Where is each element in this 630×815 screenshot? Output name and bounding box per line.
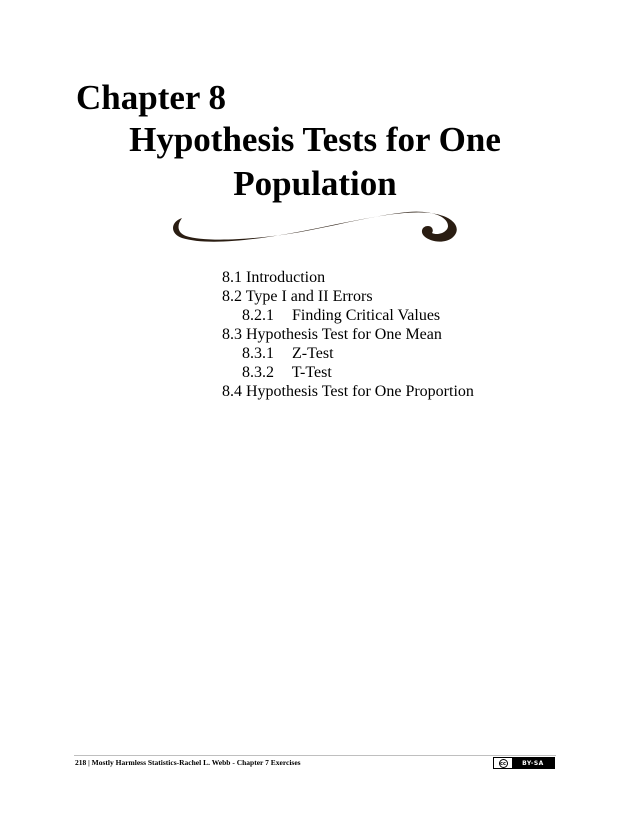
footer-divider: [74, 755, 556, 756]
toc-item-label: Hypothesis Test for One Mean: [246, 326, 442, 343]
license-badge: [493, 757, 555, 769]
toc-item-number: 8.3.2: [242, 364, 274, 381]
toc-subitem: [222, 363, 474, 382]
toc-subitem: [222, 306, 474, 325]
toc-item-number: 8.4: [222, 383, 242, 400]
toc-item-label: Finding Critical Values: [292, 307, 441, 324]
decorative-swash-icon: [168, 200, 464, 250]
toc-item-label: Hypothesis Test for One Proportion: [246, 383, 474, 400]
page-footer: 218 | Mostly Harmless Statistics-Rachel L. Webb - Chapter 7 Exercises: [75, 758, 301, 767]
toc-item: [222, 325, 474, 344]
toc-item-number: 8.2: [222, 288, 242, 305]
toc-item-label: Introduction: [246, 269, 326, 286]
creative-commons-icon: [494, 758, 512, 768]
toc-item-label: T-Test: [291, 364, 332, 381]
table-of-contents: [222, 268, 474, 401]
toc-item: [222, 287, 474, 306]
chapter-label: Chapter 8: [76, 78, 227, 117]
toc-item-number: 8.1: [222, 269, 242, 286]
toc-item-number: 8.2.1: [242, 307, 274, 324]
toc-item-number: 8.3: [222, 326, 242, 343]
toc-item-label: Z-Test: [292, 345, 334, 362]
toc-subitem: [222, 344, 474, 363]
license-badge-text: BY-SA: [522, 759, 544, 767]
toc-item: [222, 382, 474, 401]
cc-symbol: cc: [500, 760, 506, 767]
toc-item: [222, 268, 474, 287]
toc-item-number: 8.3.1: [242, 345, 274, 362]
chapter-title-line-1: Hypothesis Tests for One: [129, 120, 501, 159]
chapter-title-line-2: Population: [233, 164, 397, 203]
toc-item-label: Type I and II Errors: [245, 288, 373, 305]
